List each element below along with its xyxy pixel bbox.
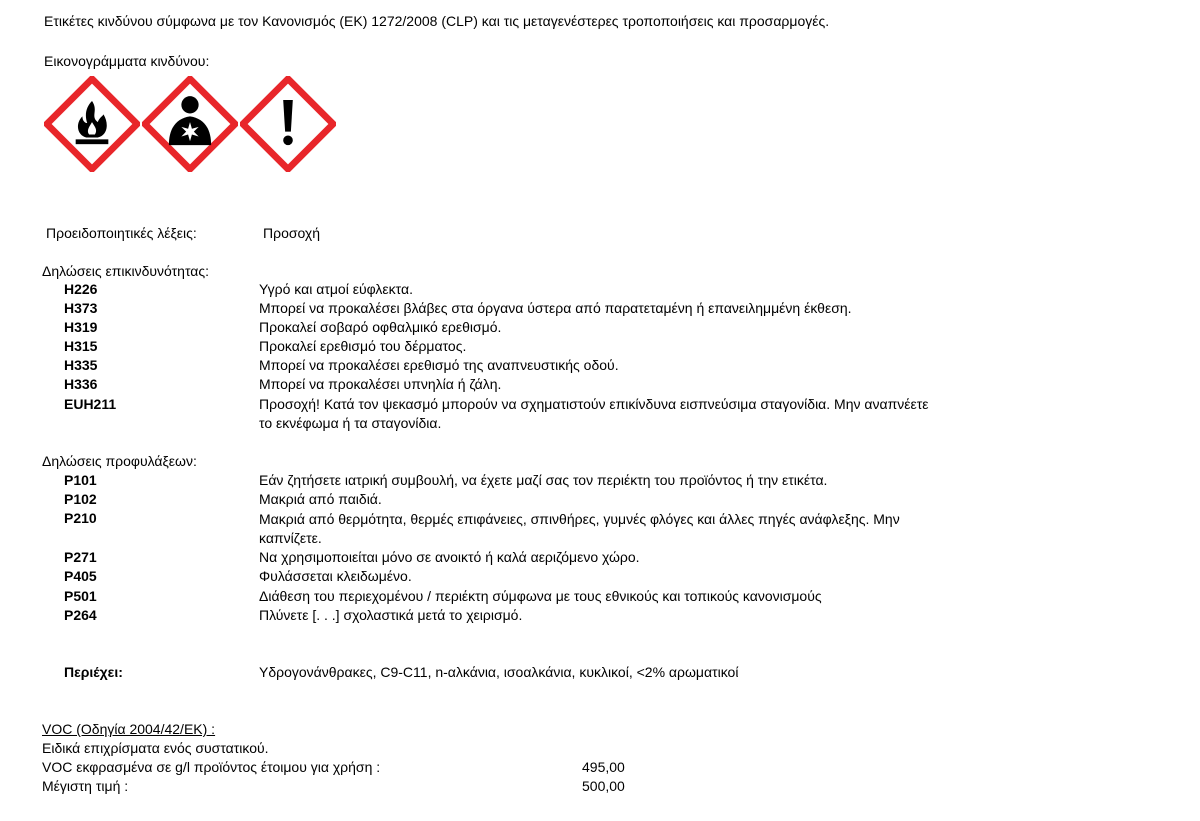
precaution-code: P102 xyxy=(64,491,97,507)
precaution-code: P501 xyxy=(64,588,97,604)
hazard-text: Μπορεί να προκαλέσει βλάβες στα όργανα ύστερα από παρατεταμένη ή επανειλημμένη έκθεση. xyxy=(259,300,852,316)
precaution-text: Μακριά από θερμότητα, θερμές επιφάνειες, σπινθήρες, γυμνές φλόγες και άλλες πηγές ανάφλεξης. Μην xyxy=(259,511,900,527)
signal-word-value: Προσοχή xyxy=(263,225,321,241)
precaution-code: P210 xyxy=(64,510,97,526)
health-hazard-pictogram-icon xyxy=(142,76,238,172)
precaution-text-continued: καπνίζετε. xyxy=(259,530,322,546)
hazard-statements-heading: Δηλώσεις επικινδυνότητας: xyxy=(42,263,210,279)
hazard-text: Μπορεί να προκαλέσει υπνηλία ή ζάλη. xyxy=(259,376,502,392)
hazard-code: H319 xyxy=(64,319,98,335)
hazard-text: Υγρό και ατμοί εύφλεκτα. xyxy=(259,281,413,297)
precaution-text: Διάθεση του περιεχομένου / περιέκτη σύμφωνα με τους εθνικούς και τοπικούς κανονισμούς xyxy=(259,588,822,604)
hazard-code: H315 xyxy=(64,338,98,354)
precaution-text: Να χρησιμοποιείται μόνο σε ανοικτό ή καλά αεριζόμενο χώρο. xyxy=(259,549,640,565)
voc-expressed-value: 495,00 xyxy=(582,759,625,775)
voc-category: Ειδικά επιχρίσματα ενός συστατικού. xyxy=(42,740,269,756)
precaution-text: Μακριά από παιδιά. xyxy=(259,491,382,507)
hazard-code: EUH211 xyxy=(64,396,117,412)
hazard-code: H373 xyxy=(64,300,98,316)
precaution-text: Εάν ζητήσετε ιατρική συμβουλή, να έχετε μαζί σας τον περιέκτη του προϊόντος ή την ετικέτα. xyxy=(259,472,828,488)
flame-pictogram-icon xyxy=(44,76,140,172)
pictograms-heading: Εικονογράμματα κινδύνου: xyxy=(44,53,210,69)
intro-text: Ετικέτες κινδύνου σύμφωνα με τον Κανονισμός (ΕΚ) 1272/2008 (CLP) και τις μεταγενέστερες τροποποιήσεις και προσαρμογές. xyxy=(44,13,830,29)
hazard-text: Προσοχή! Κατά τον ψεκασμό μπορούν να σχηματιστούν επικίνδυνα εισπνεύσιμα σταγονίδια. Μην αναπνέετε xyxy=(259,396,929,412)
precaution-text: Φυλάσσεται κλειδωμένο. xyxy=(259,568,412,584)
voc-expressed-label: VOC εκφρασμένα σε g/l προϊόντος έτοιμου για χρήση : xyxy=(42,759,381,775)
precaution-code: P271 xyxy=(64,549,97,565)
hazard-code: H226 xyxy=(64,281,98,297)
voc-heading: VOC (Οδηγία 2004/42/ΕΚ) : xyxy=(42,721,216,737)
contains-label: Περιέχει: xyxy=(64,664,123,680)
hazard-text: Προκαλεί ερεθισμό του δέρματος. xyxy=(259,338,467,354)
precautionary-statements-heading: Δηλώσεις προφυλάξεων: xyxy=(42,453,197,469)
hazard-code: H336 xyxy=(64,376,98,392)
exclamation-pictogram-icon xyxy=(240,76,336,172)
hazard-text: Προκαλεί σοβαρό οφθαλμικό ερεθισμό. xyxy=(259,319,502,335)
precaution-code: P101 xyxy=(64,472,97,488)
precaution-code: P405 xyxy=(64,568,97,584)
hazard-code: H335 xyxy=(64,357,98,373)
hazard-text-continued: το εκνέφωμα ή τα σταγονίδια. xyxy=(259,415,442,431)
precaution-code: P264 xyxy=(64,607,97,623)
voc-max-label: Μέγιστη τιμή : xyxy=(42,778,129,794)
contains-value: Υδρογονάνθρακες, C9-C11, n-αλκάνια, ισοαλκάνια, κυκλικοί, <2% αρωματικοί xyxy=(259,664,739,680)
hazard-text: Μπορεί να προκαλέσει ερεθισμό της αναπνευστικής οδού. xyxy=(259,357,619,373)
precaution-text: Πλύνετε [. . .] σχολαστικά μετά το χειρισμό. xyxy=(259,607,523,623)
signal-word-label: Προειδοποιητικές λέξεις: xyxy=(46,225,197,241)
voc-max-value: 500,00 xyxy=(582,778,625,794)
